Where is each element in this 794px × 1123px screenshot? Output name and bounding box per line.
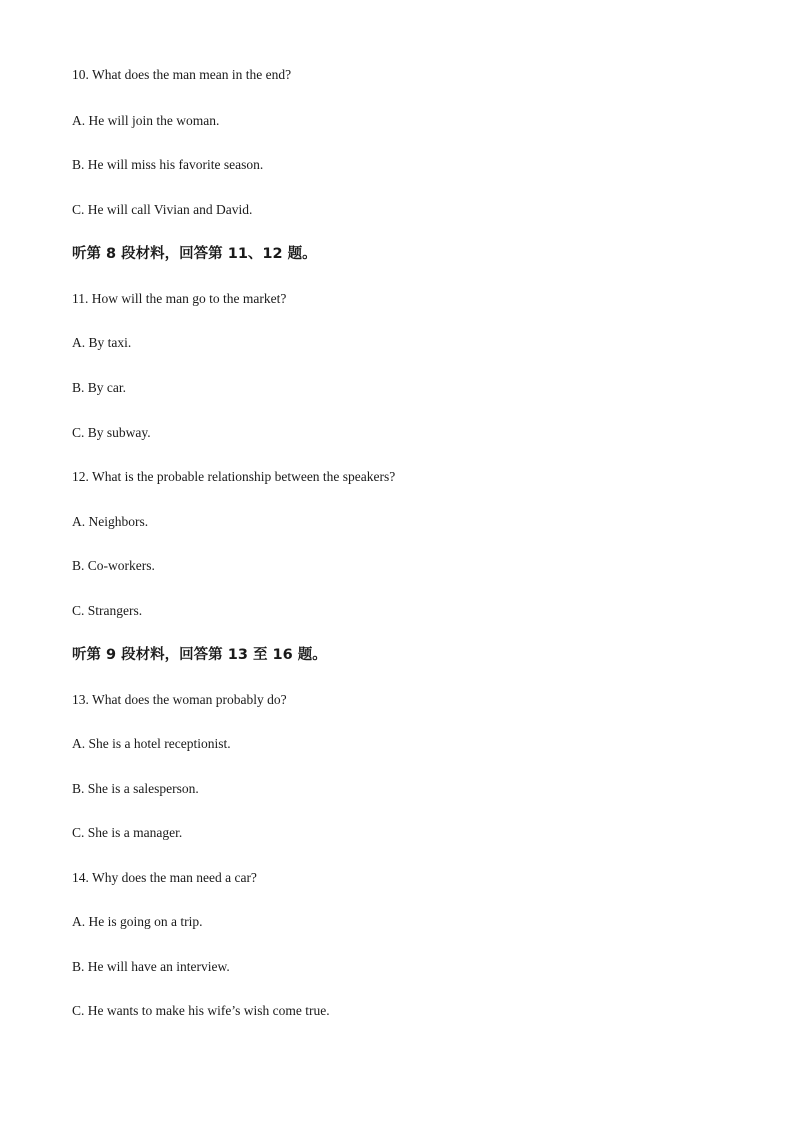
question-10: 10. What does the man mean in the end? [72,67,292,82]
question-14-option-b: B. He will have an interview. [72,959,230,974]
question-12-option-b: B. Co-workers. [72,558,155,573]
question-11: 11. How will the man go to the market? [72,291,287,306]
question-11-option-c: C. By subway. [72,425,151,440]
question-10-option-b: B. He will miss his favorite season. [72,157,264,172]
question-13: 13. What does the woman probably do? [72,692,287,707]
question-10-option-a: A. He will join the woman. [72,113,220,128]
question-14-option-a: A. He is going on a trip. [72,914,203,929]
question-13-option-a: A. She is a hotel receptionist. [72,736,231,751]
question-14: 14. Why does the man need a car? [72,870,257,885]
question-12-option-c: C. Strangers. [72,603,143,618]
question-14-option-c: C. He wants to make his wife’s wish come true. [72,1003,330,1018]
question-11-option-b: B. By car. [72,380,126,395]
question-12-option-a: A. Neighbors. [72,514,149,529]
question-13-option-b: B. She is a salesperson. [72,781,199,796]
question-10-option-c: C. He will call Vivian and David. [72,202,253,217]
question-12: 12. What is the probable relationship between the speakers? [72,469,396,484]
question-13-option-c: C. She is a manager. [72,825,183,840]
section-heading-8: 听第 8 段材料，回答第 11、12 题。 [72,246,317,262]
question-11-option-a: A. By taxi. [72,335,132,350]
section-heading-9: 听第 9 段材料，回答第 13 至 16 题。 [72,647,327,663]
